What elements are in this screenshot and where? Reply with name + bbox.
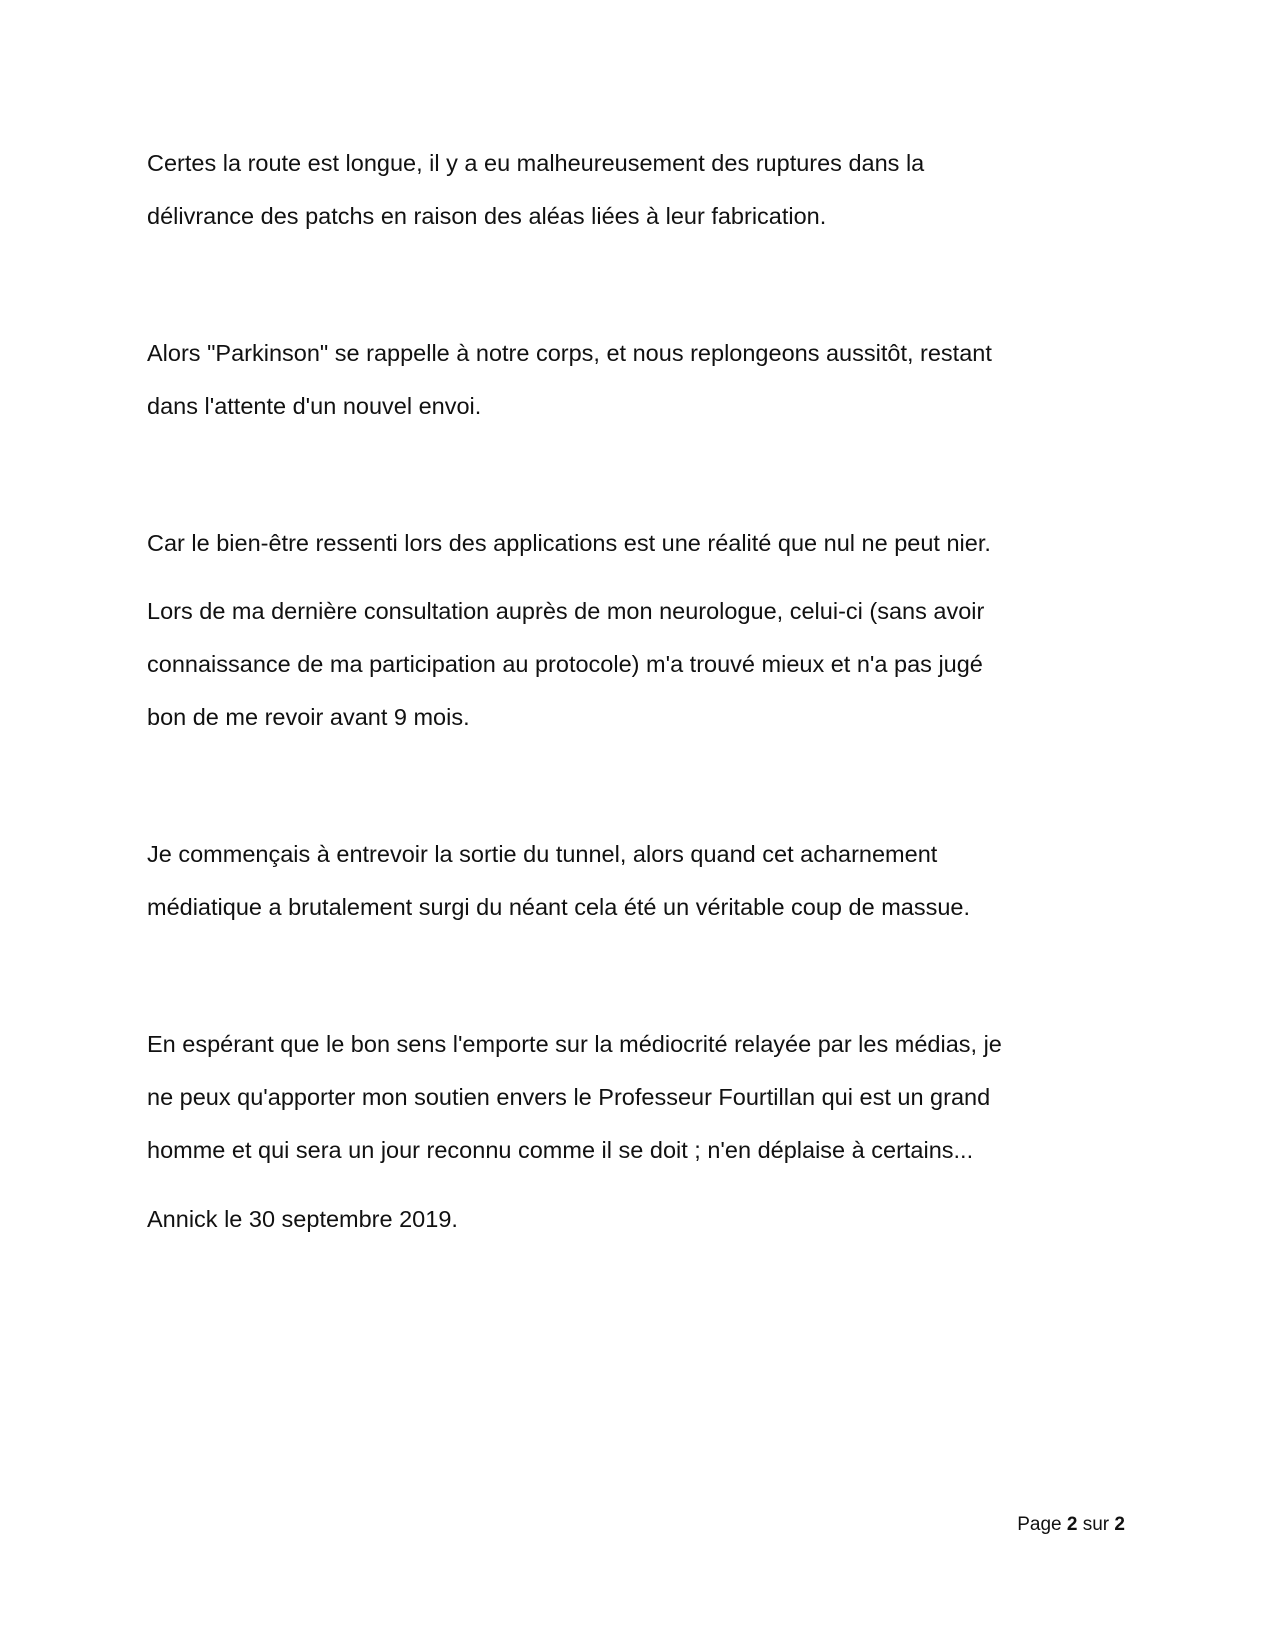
- text-line: connaissance de ma participation au protocole) m'a trouvé mieux et n'a pas jugé: [147, 651, 983, 677]
- text-line: dans l'attente d'un nouvel envoi.: [147, 393, 482, 419]
- signature-line: [147, 1193, 1137, 1246]
- text-line: Annick le 30 septembre 2019.: [147, 1206, 458, 1232]
- text-line: médiatique a brutalement surgi du néant cela été un véritable coup de massue.: [147, 894, 971, 920]
- text-line: Car le bien-être ressenti lors des applications est une réalité que nul ne peut nier.: [147, 530, 991, 556]
- paragraph-3: [147, 517, 1137, 570]
- text-line: homme et qui sera un jour reconnu comme il se doit ; n'en déplaise à certains...: [147, 1137, 974, 1163]
- paragraph-5: [147, 828, 1137, 934]
- text-line: bon de me revoir avant 9 mois.: [147, 704, 470, 730]
- text-line: Lors de ma dernière consultation auprès de mon neurologue, celui-ci (sans avoir: [147, 598, 985, 624]
- paragraph-6: [147, 1018, 1137, 1177]
- page-label: Page: [1017, 1514, 1062, 1535]
- paragraph-2: [147, 327, 1137, 433]
- text-line: Je commençais à entrevoir la sortie du tunnel, alors quand cet acharnement: [147, 841, 938, 867]
- of-label: sur: [1082, 1514, 1110, 1535]
- current-page-number: 2: [1066, 1514, 1078, 1535]
- text-line: ne peux qu'apporter mon soutien envers le Professeur Fourtillan qui est un grand: [147, 1084, 991, 1110]
- text-line: En espérant que le bon sens l'emporte sur la médiocrité relayée par les médias, je: [147, 1031, 1002, 1057]
- paragraph-4: [147, 585, 1137, 744]
- total-pages-number: 2: [1114, 1514, 1125, 1535]
- text-line: Certes la route est longue, il y a eu malheureusement des ruptures dans la: [147, 150, 925, 176]
- text-line: délivrance des patchs en raison des aléas liées à leur fabrication.: [147, 203, 827, 229]
- text-line: Alors "Parkinson" se rappelle à notre corps, et nous replongeons aussitôt, restant: [147, 340, 992, 366]
- paragraph-1: [147, 137, 1137, 243]
- page-number-footer: [1017, 1514, 1125, 1536]
